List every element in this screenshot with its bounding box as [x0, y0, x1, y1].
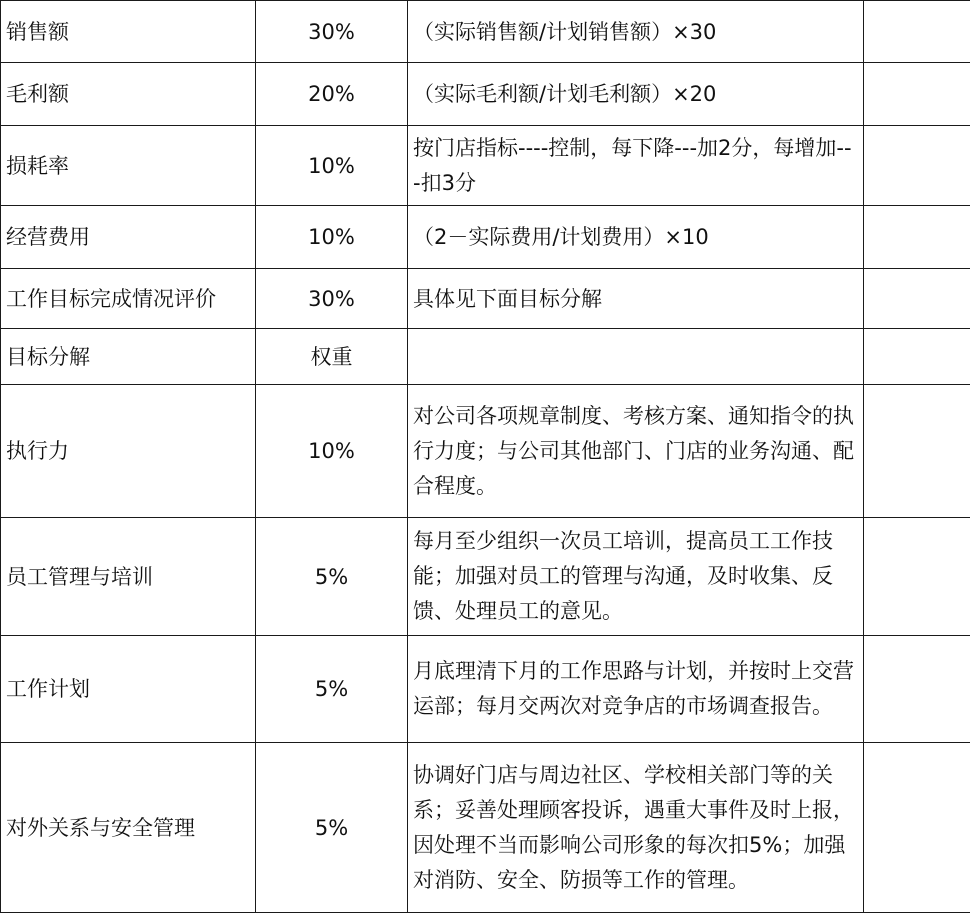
empty-cell — [864, 385, 970, 518]
indicator-name: 销售额 — [1, 1, 256, 63]
scoring-description — [408, 329, 864, 385]
table-row — [1, 1, 970, 63]
weight-value: 5% — [256, 518, 408, 636]
empty-cell — [864, 206, 970, 269]
indicator-name: 经营费用 — [1, 206, 256, 269]
empty-cell — [864, 743, 970, 913]
table-row — [1, 329, 970, 385]
empty-cell — [864, 126, 970, 206]
indicator-name: 毛利额 — [1, 63, 256, 126]
indicator-name: 对外关系与安全管理 — [1, 743, 256, 913]
empty-cell — [864, 636, 970, 743]
empty-cell — [864, 269, 970, 329]
weight-value: 10% — [256, 126, 408, 206]
weight-value: 10% — [256, 206, 408, 269]
weight-value: 30% — [256, 269, 408, 329]
scoring-description: 协调好门店与周边社区、学校相关部门等的关系；妥善处理顾客投诉，遇重大事件及时上报，因处理不当而影响公司形象的每次扣5%；加强对消防、安全、防损等工作的管理。 — [408, 743, 864, 913]
indicator-name: 员工管理与培训 — [1, 518, 256, 636]
indicator-name: 工作目标完成情况评价 — [1, 269, 256, 329]
indicator-name: 工作计划 — [1, 636, 256, 743]
scoring-description: 具体见下面目标分解 — [408, 269, 864, 329]
table-row — [1, 206, 970, 269]
indicator-name: 执行力 — [1, 385, 256, 518]
empty-cell — [864, 518, 970, 636]
weight-value: 5% — [256, 743, 408, 913]
scoring-description: （实际销售额/计划销售额）×30 — [408, 1, 864, 63]
scoring-description: 每月至少组织一次员工培训，提高员工工作技能；加强对员工的管理与沟通，及时收集、反馈、处理员工的意见。 — [408, 518, 864, 636]
indicator-name: 目标分解 — [1, 329, 256, 385]
table-row — [1, 126, 970, 206]
scoring-description: 按门店指标----控制，每下降---加2分，每增加---扣3分 — [408, 126, 864, 206]
weight-value: 30% — [256, 1, 408, 63]
weight-value: 权重 — [256, 329, 408, 385]
scoring-description: 月底理清下月的工作思路与计划，并按时上交营运部；每月交两次对竞争店的市场调查报告。 — [408, 636, 864, 743]
scoring-description: （实际毛利额/计划毛利额）×20 — [408, 63, 864, 126]
empty-cell — [864, 63, 970, 126]
weight-value: 20% — [256, 63, 408, 126]
table-row — [1, 63, 970, 126]
table-row — [1, 518, 970, 636]
table-row — [1, 385, 970, 518]
weight-value: 10% — [256, 385, 408, 518]
table-row — [1, 636, 970, 743]
table-row — [1, 269, 970, 329]
table-row — [1, 743, 970, 913]
indicator-name: 损耗率 — [1, 126, 256, 206]
scoring-description: （2－实际费用/计划费用）×10 — [408, 206, 864, 269]
empty-cell — [864, 1, 970, 63]
scoring-description: 对公司各项规章制度、考核方案、通知指令的执行力度；与公司其他部门、门店的业务沟通、配合程度。 — [408, 385, 864, 518]
empty-cell — [864, 329, 970, 385]
weight-value: 5% — [256, 636, 408, 743]
